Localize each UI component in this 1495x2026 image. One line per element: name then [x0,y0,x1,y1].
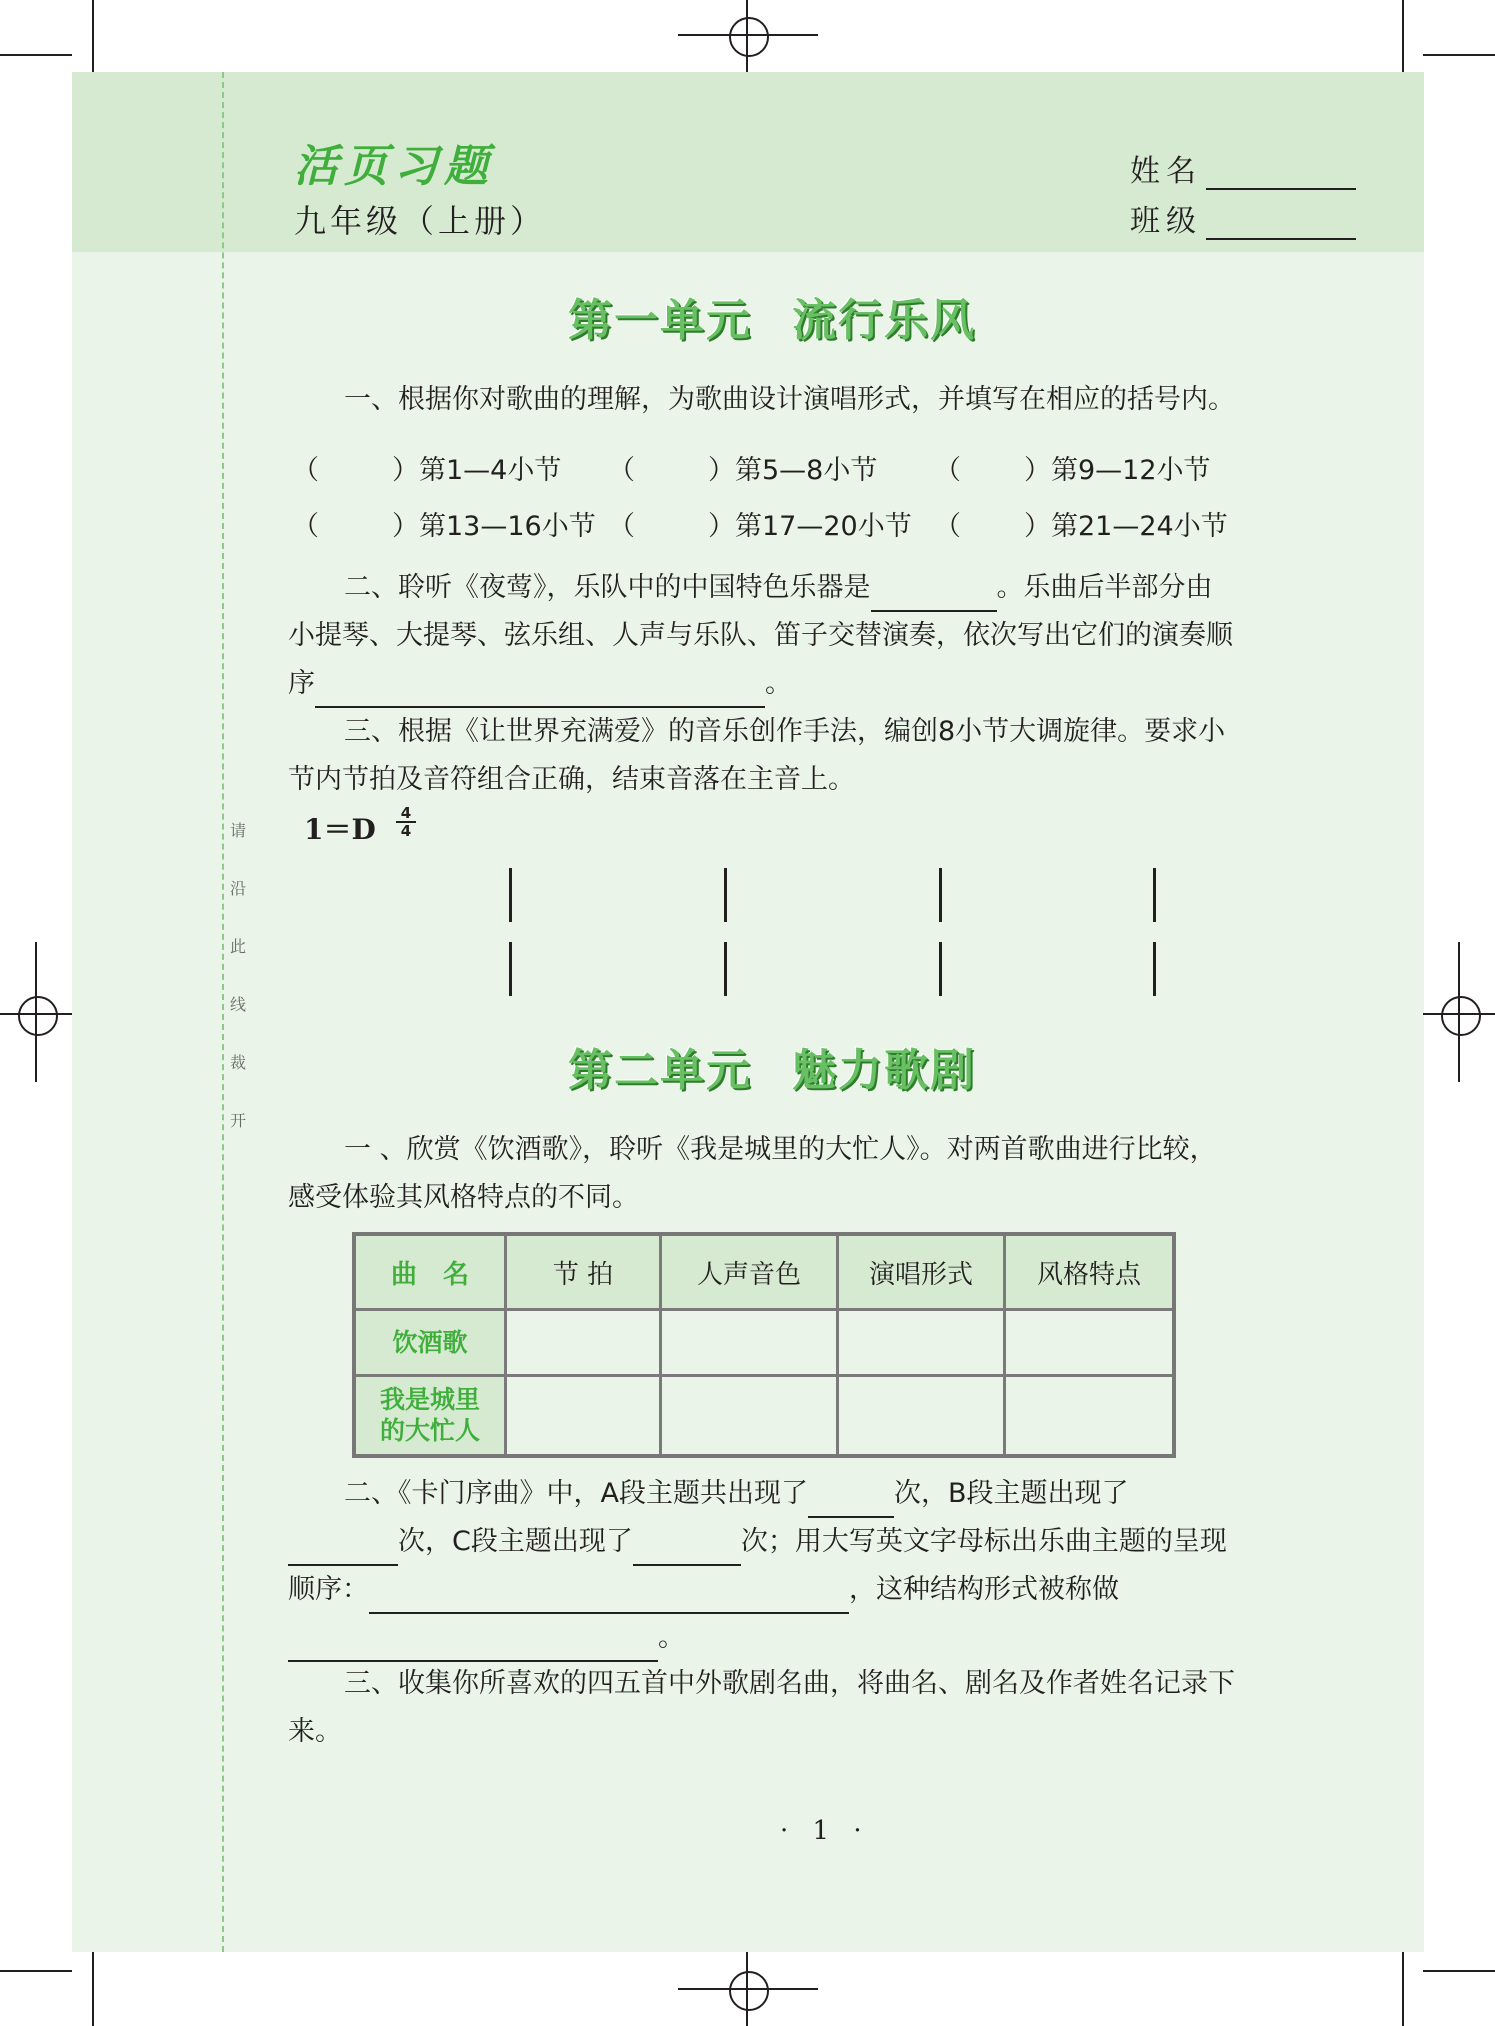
table-cell[interactable] [661,1310,838,1376]
table-cell[interactable] [506,1376,661,1456]
cut-guide-line [222,72,224,1952]
cut-guide-text: 请 沿 此 线 裁 开 [230,821,247,1130]
sequence-blank[interactable] [369,1582,849,1614]
a-count-blank[interactable] [808,1486,894,1518]
table-header: 节 拍 [506,1234,661,1310]
b-count-blank[interactable] [288,1534,398,1566]
table-cell[interactable] [1005,1310,1175,1376]
form-blank[interactable] [288,1630,658,1662]
unit2-question1: 一 、欣赏《饮酒歌》，聆听《我是城里的大忙人》。对两首歌曲进行比较，感受体验其风格特点的不同。 [288,1134,1217,1213]
unit1-question3: 三、根据《让世界充满爱》的音乐创作手法，编创8小节大调旋律。要求小节内节拍及音符组合正确，结束音落在主音上。 [288,716,1226,795]
grade-label: 九年级（上册） [294,202,547,240]
table-header: 风格特点 [1005,1234,1175,1310]
table-cell[interactable] [506,1310,661,1376]
unit2-question2: 二、《卡门序曲》中，A段主题共出现了 次，B段主题出现了次，C段主题出现了 次；用大写英文字母标出乐曲主题的呈现顺序： ，这种结构形式被称做。 [288,1470,1238,1662]
table-header: 演唱形式 [838,1234,1005,1310]
class-blank[interactable] [1206,210,1356,240]
table-cell[interactable] [838,1376,1005,1456]
name-blank[interactable] [1206,160,1356,190]
time-signature: 4 4 [396,806,416,838]
table-cell[interactable] [838,1310,1005,1376]
instrument-blank[interactable] [871,580,997,612]
order-blank[interactable] [315,676,765,708]
unit1-title: 第一单元 流行乐风 [568,295,976,346]
class-field [1130,196,1356,240]
table-header: 曲 名 [354,1234,506,1310]
name-field [1130,146,1356,190]
brand-title: 活页习题 [294,141,494,192]
table-header: 人声音色 [661,1234,838,1310]
unit1-question1: 一、根据你对歌曲的理解，为歌曲设计演唱形式，并填写在相应的括号内。 [344,384,1235,415]
table-row-label: 我是城里的大忙人 [354,1376,506,1456]
name-label: 姓名 [1130,154,1202,189]
unit1-question2: 二、聆听《夜莺》，乐队中的中国特色乐器是 。乐曲后半部分由小提琴、大提琴、弦乐组、人声与乐队、笛子交替演奏，依次写出它们的演奏顺序 。 [288,564,1238,708]
comparison-table [352,1232,1176,1458]
unit2-title: 第二单元 魅力歌剧 [568,1045,976,1096]
key-signature: 1＝D [304,813,376,846]
table-row-label: 饮酒歌 [354,1310,506,1376]
table-cell[interactable] [661,1376,838,1456]
table-cell[interactable] [1005,1376,1175,1456]
page-number: · 1 · [780,1816,870,1846]
c-count-blank[interactable] [633,1534,741,1566]
class-label: 班级 [1130,204,1202,239]
unit2-question3: 三、收集你所喜欢的四五首中外歌剧名曲，将曲名、剧名及作者姓名记录下来。 [288,1668,1235,1747]
